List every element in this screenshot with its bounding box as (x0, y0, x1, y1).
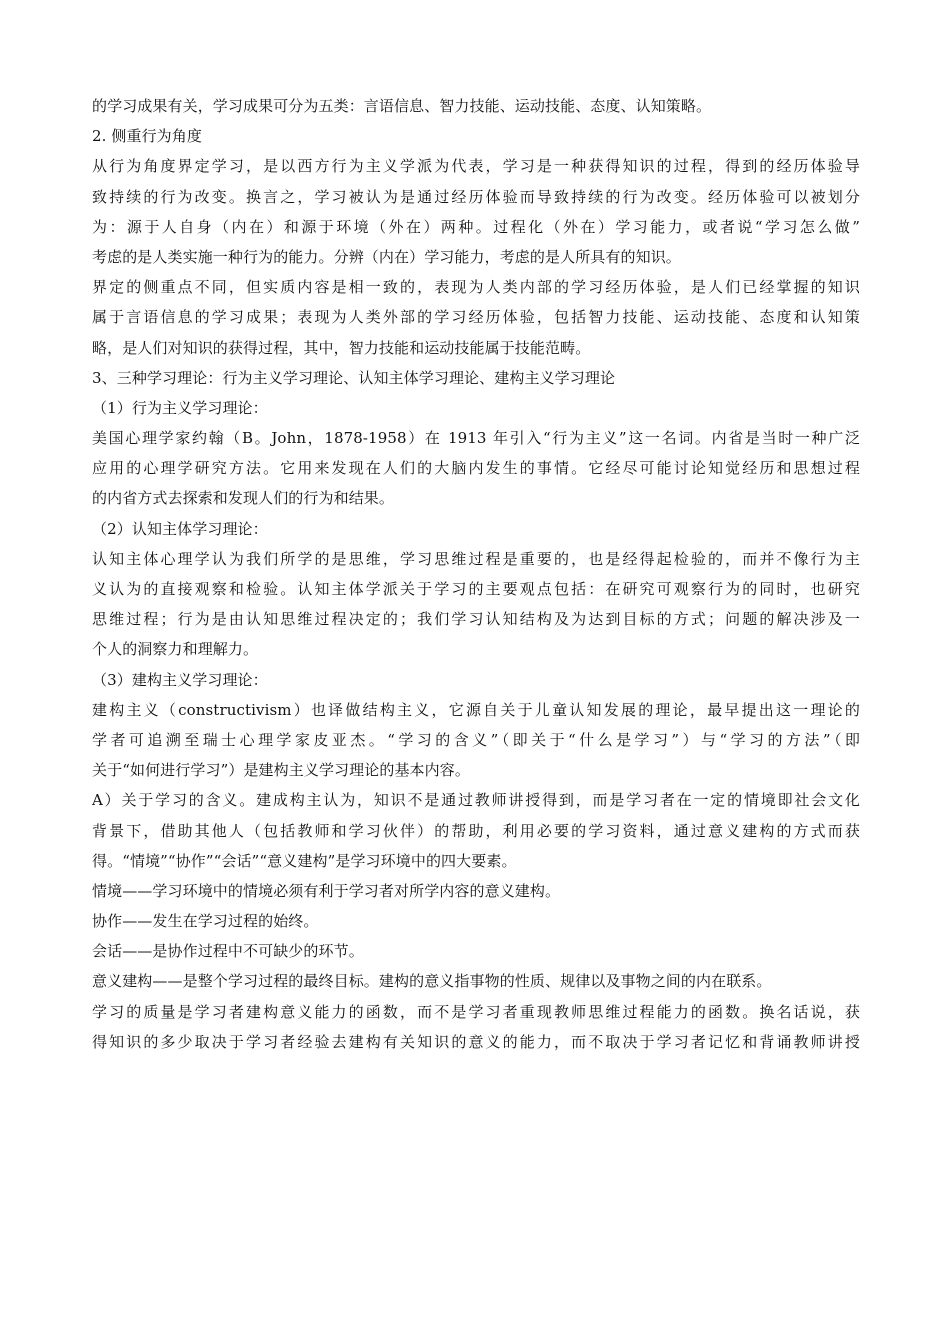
text-line: 考虑的是人类实施一种行为的能力。分辨（内在）学习能力，考虑的是人所具有的知识。 (92, 247, 681, 266)
text-line: 得知识的多少取决于学习者经验去建构有关知识的意义的能力，而不取决于学习者记忆和背诵教师讲授 (92, 1032, 860, 1051)
text-line: 会话——是协作过程中不可缺少的环节。 (92, 942, 364, 961)
text-line: 思维过程；行为是由认知思维过程决定的；我们学习认知结构及为达到目标的方式；问题的解决涉及一 (92, 610, 860, 629)
text-line: 3、三种学习理论：行为主义学习理论、认知主体学习理论、建构主义学习理论 (92, 368, 616, 387)
text-line: A）关于学习的含义。建成构主认为，知识不是通过教师讲授得到，而是学习者在一定的情境即社会文化 (92, 791, 860, 810)
text-line: 应用的心理学研究方法。它用来发现在人们的大脑内发生的事情。它经尽可能讨论知觉经历和思想过程 (92, 459, 860, 478)
text-line: 属于言语信息的学习成果；表现为人类外部的学习经历体验，包括智力技能、运动技能、态度和认知策 (92, 308, 860, 327)
text-line: 为：源于人自身（内在）和源于环境（外在）两种。过程化（外在）学习能力，或者说“学习怎么做” (92, 217, 860, 236)
text-line: 学习的质量是学习者建构意义能力的函数，而不是学习者重现教师思维过程能力的函数。换名话说，获 (92, 1002, 860, 1021)
text-line: 界定的侧重点不同，但实质内容是相一致的，表现为人类内部的学习经历体验，是人们已经掌握的知识 (92, 278, 860, 297)
text-line: 美国心理学家约翰（B。John，1878-1958）在 1913 年引入“行为主义”这一名词。内省是当时一种广泛 (92, 429, 860, 448)
text-line: （2）认知主体学习理论： (92, 519, 268, 538)
text-line: 情境——学习环境中的情境必须有利于学习者对所学内容的意义建构。 (92, 881, 561, 900)
document-page (92, 96, 860, 1062)
text-line: 从行为角度界定学习，是以西方行为主义学派为代表，学习是一种获得知识的过程，得到的经历体验导 (92, 157, 860, 176)
text-line: 建构主义（constructivism）也译做结构主义，它源自关于儿童认知发展的理论，最早提出这一理论的 (92, 700, 860, 719)
text-line: 关于“如何进行学习”）是建构主义学习理论的基本内容。 (92, 761, 470, 780)
text-line: 的学习成果有关，学习成果可分为五类：言语信息、智力技能、运动技能、态度、认知策略。 (92, 97, 712, 115)
text-line: 个人的洞察力和理解力。 (92, 640, 259, 659)
text-line: 略，是人们对知识的获得过程，其中，智力技能和运动技能属于技能范畴。 (92, 338, 591, 357)
text-line: 学者可追溯至瑞士心理学家皮亚杰。“学习的含义”（即关于“什么是学习”）与“学习的方法”（即 (92, 730, 860, 749)
text-line: 2. 侧重行为角度 (92, 127, 202, 146)
text-line: （1）行为主义学习理论： (92, 398, 268, 417)
text-line: 致持续的行为改变。换言之，学习被认为是通过经历体验而导致持续的行为改变。经历体验可以被划分 (92, 187, 860, 206)
text-line: （3）建构主义学习理论： (92, 670, 268, 689)
text-line: 的内省方式去探索和发现人们的行为和结果。 (92, 489, 395, 508)
text-line: 义认为的直接观察和检验。认知主体学派关于学习的主要观点包括：在研究可观察行为的同时，也研究 (92, 580, 860, 598)
text-line: 协作——发生在学习过程的始终。 (92, 912, 319, 931)
text-line: 认知主体心理学认为我们所学的是思维，学习思维过程是重要的，也是经得起检验的，而并不像行为主 (92, 549, 860, 568)
text-line: 意义建构——是整个学习过程的最终目标。建构的意义指事物的性质、规律以及事物之间的内在联系。 (92, 972, 772, 991)
text-line: 背景下，借助其他人（包括教师和学习伙伴）的帮助，利用必要的学习资料，通过意义建构的方式而获 (92, 821, 860, 840)
text-line: 得。“情境”“协作”“会话”“意义建构”是学习环境中的四大要素。 (92, 851, 517, 870)
